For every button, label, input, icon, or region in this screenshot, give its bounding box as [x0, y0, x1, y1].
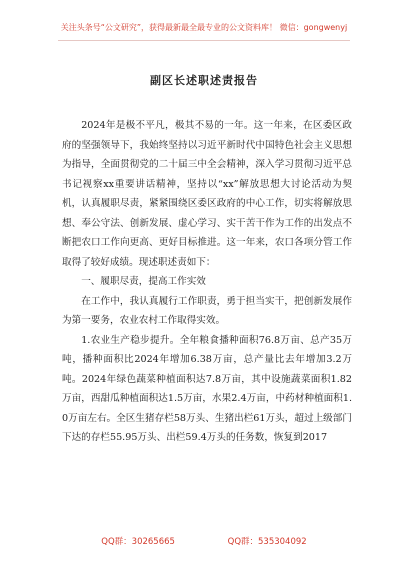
intro-paragraph: 2024年是极不平凡，极其不易的一年。这一年来，在区委区政府的坚强领导下，我始终坚持以习近平新时代中国特色社会主义思想为指导，全面贯彻党的二十届三中全会精神，深入学习贯彻习近平总书记视察xx重要讲话精神，坚持以“xx”解放思想大讨论活动为契机，认真履职尽责，紧紧围绕区委区政府的中心工作，切实将解放思想、奉公守法、创新发展、虚心学习、实干苦干作为工作的出发点不断把农口工作向更高、更好目标推进。这一年来，农口各项分管工作取得了较好成绩。现述职述责如下：: [62, 120, 352, 268]
footer-contacts: [0, 535, 408, 547]
footer-qq-group-1: QQ群：30265665: [101, 537, 175, 547]
document-body: [62, 116, 352, 448]
document-title: 副区长述职述责报告: [150, 74, 258, 87]
footer-qq-group-2: QQ群：535304092: [227, 537, 307, 547]
header-notice: 关注头条号“公文研究”，获得最新最全最专业的公文资料库！ 微信：gongwenyj: [60, 23, 348, 32]
body-paragraph: 在工作中，我认真履行工作职责，勇于担当实干，把创新发展作为第一要务，农业农村工作取得实效。: [62, 295, 352, 326]
body-paragraph: 1.农业生产稳步提升。全年粮食播种面积76.8万亩、总产35万吨，播种面积比2024年增加6.38万亩，总产量比去年增加3.2万吨。2024年绿色蔬菜种植面积达7.8万亩，其中设施蔬菜面积1.82万亩，西甜瓜种植面积达1.5万亩，水果2.4万亩，中药材种植面积1.0万亩左右。全区生猪存栏58万头、生猪出栏61万头，超过上级部门下达的存栏55.95万头、出栏59.4万头的任务数，恢复到2017: [62, 334, 352, 443]
header-divider: [58, 40, 350, 41]
section-heading: 一、履职尽责，提高工作实效: [81, 276, 206, 287]
